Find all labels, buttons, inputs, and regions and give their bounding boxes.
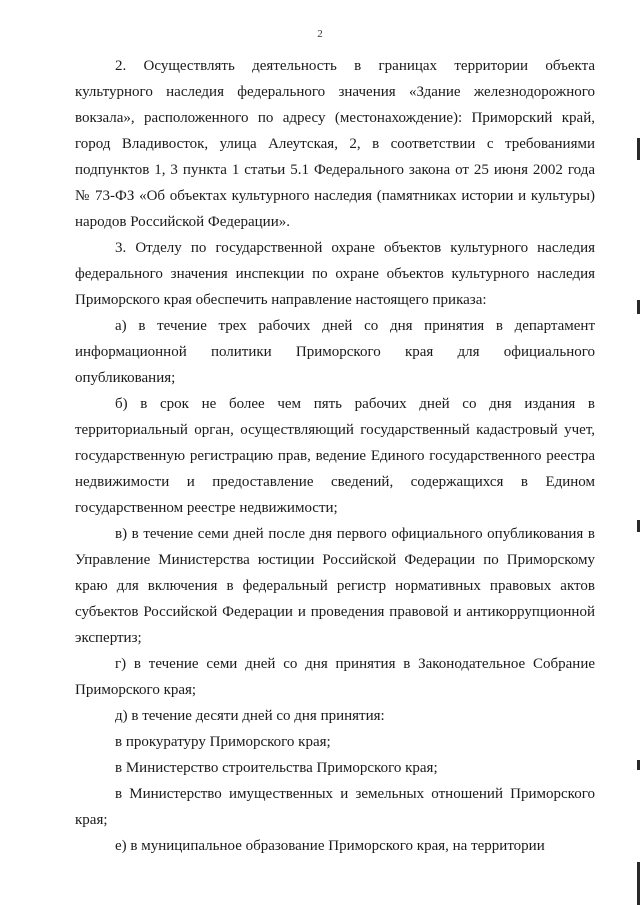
document-body [75, 53, 595, 859]
paragraph-3 [75, 235, 595, 313]
subitem-d [75, 703, 595, 729]
subitem-e [75, 833, 595, 859]
paragraph-text: 3. Отделу по государственной охране объектов культурного наследия федерального значения инспекции по охране объектов культурного наследия Приморского края обеспечить направление настоящего приказа: [75, 240, 595, 308]
subitem-g [75, 651, 595, 703]
subitem-a [75, 313, 595, 391]
paragraph-text: в прокуратуру Приморского края; [115, 734, 331, 750]
list-line-property-ministry [75, 781, 595, 833]
subitem-b [75, 391, 595, 521]
paragraph-2 [75, 53, 595, 235]
list-line-prosecutor [75, 729, 595, 755]
paragraph-text: а) в течение трех рабочих дней со дня принятия в департамент информационной политики Приморского края для официального опубликования; [75, 318, 595, 386]
subitem-v [75, 521, 595, 651]
paragraph-text: б) в срок не более чем пять рабочих дней со дня издания в территориальный орган, осуществляющий государственный кадастровый учет, государственную регистрацию прав, ведение Единого государственного реестра недвижимости и предоставление сведений, содержащихся в Едином государственном реестре недвижимости; [75, 396, 595, 516]
paragraph-text: г) в течение семи дней со дня принятия в Законодательное Собрание Приморского края; [75, 656, 595, 698]
paragraph-text: 2. Осуществлять деятельность в границах территории объекта культурного наследия федерального значения «Здание железнодорожного вокзала», расположенного по адресу (местонахождение): Приморский край, город Владивосток, улица Алеутская, 2, в соответствии с требованиями подпунктов 1, 3 пункта 1 статьи 5.1 Федерального закона от 25 июня 2002 года № 73-ФЗ «Об объектах культурного наследия (памятниках истории и культуры) народов Российской Федерации». [75, 58, 595, 230]
page-number: 2 [317, 28, 323, 40]
paragraph-text: е) в муниципальное образование Приморского края, на территории [115, 838, 545, 854]
paragraph-text: в Министерство строительства Приморского края; [115, 760, 438, 776]
paragraph-text: в) в течение семи дней после дня первого официального опубликования в Управление Министерства юстиции Российской Федерации по Приморскому краю для включения в федеральный регистр нормативных правовых актов субъектов Российской Федерации и проведения правовой и антикоррупционной экспертиз; [75, 526, 595, 646]
paragraph-text: в Министерство имущественных и земельных отношений Приморского края; [75, 786, 595, 828]
paragraph-text: д) в течение десяти дней со дня принятия: [115, 708, 385, 724]
list-line-construction-ministry [75, 755, 595, 781]
